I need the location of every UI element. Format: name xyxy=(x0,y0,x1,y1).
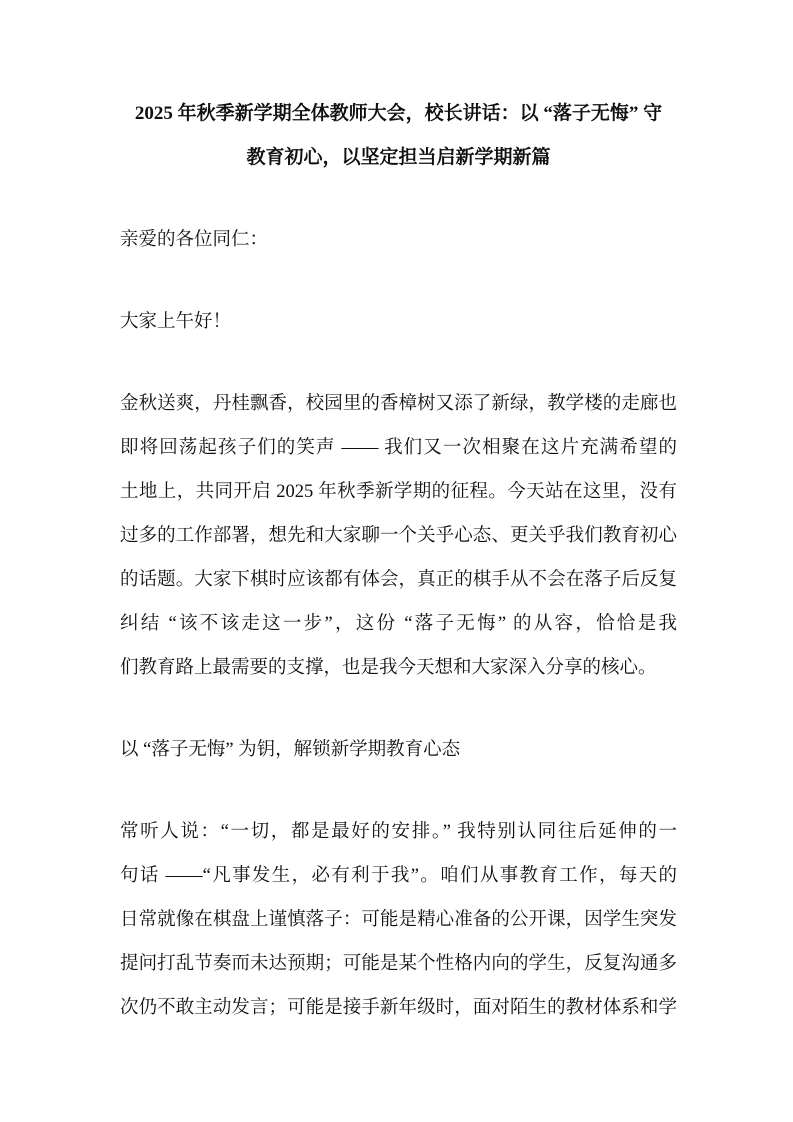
paragraph-section-body xyxy=(120,810,677,1030)
text-line: 提问打乱节奏而未达预期；可能是某个性格内向的学生，反复沟通多 xyxy=(120,954,677,974)
document-title xyxy=(120,92,677,180)
section-heading: 以 “落子无悔” 为钥，解锁新学期教育心态 xyxy=(120,740,461,760)
text-line: 过多的工作部署，想先和大家聊一个关乎心态、更关乎我们教育初心 xyxy=(120,526,677,546)
text-line: 纠结 “该不该走这一步”，这份 “落子无悔” 的从容，恰恰是我 xyxy=(120,614,677,634)
text-line: 常听人说：“一切，都是最好的安排。” 我特别认同往后延伸的一 xyxy=(120,822,677,842)
text-line: 金秋送爽，丹桂飘香，校园里的香樟树又添了新绿，教学楼的走廊也 xyxy=(120,394,677,414)
text-line: 的话题。大家下棋时应该都有体会，真正的棋手从不会在落子后反复 xyxy=(120,570,677,590)
text-line: 即将回荡起孩子们的笑声 —— 我们又一次相聚在这片充满希望的 xyxy=(120,438,677,458)
text-line: 日常就像在棋盘上谨慎落子：可能是精心准备的公开课，因学生突发 xyxy=(120,910,677,930)
text-line: 们教育路上最需要的支撑，也是我今天想和大家深入分享的核心。 xyxy=(120,658,657,678)
text-line: 句话 ——“凡事发生，必有利于我”。咱们从事教育工作，每天的 xyxy=(120,866,677,886)
greeting: 大家上午好！ xyxy=(120,312,232,332)
text-line: 土地上，共同开启 2025 年秋季新学期的征程。今天站在这里，没有 xyxy=(120,482,677,502)
text-line: 次仍不敢主动发言；可能是接手新年级时，面对陌生的教材体系和学 xyxy=(120,998,677,1018)
text-line: 教育初心，以坚定担当启新学期新篇 xyxy=(246,147,551,168)
paragraph-intro xyxy=(120,382,677,690)
salutation: 亲爱的各位同仁： xyxy=(120,230,269,250)
document-content xyxy=(120,92,677,1030)
text-line: 2025 年秋季新学期全体教师大会，校长讲话：以 “落子无悔” 守 xyxy=(134,103,663,124)
